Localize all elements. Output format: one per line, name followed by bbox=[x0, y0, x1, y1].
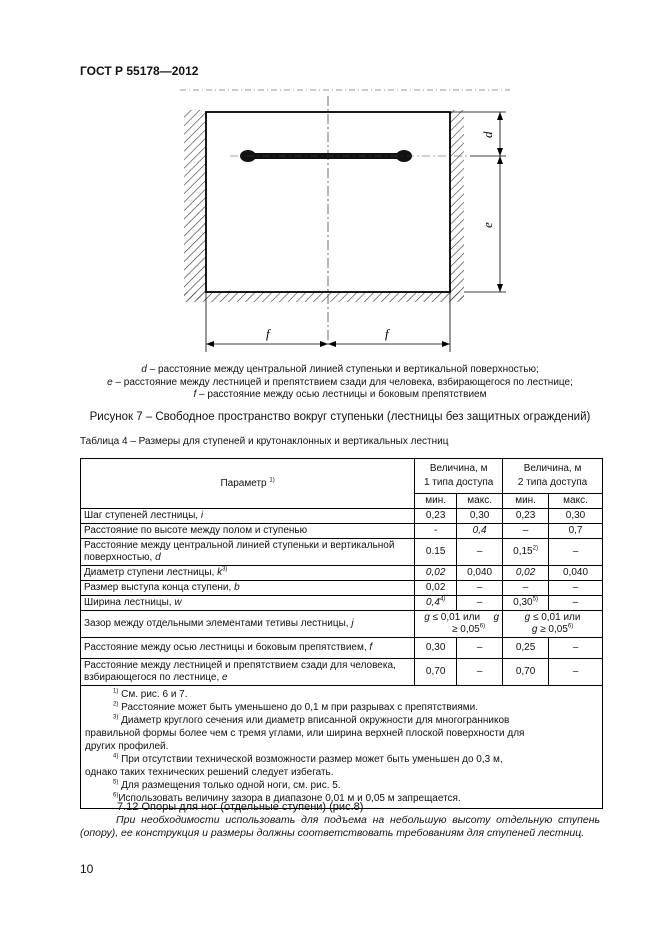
table-row bbox=[81, 659, 603, 686]
gap-value-1: g ≤ 0,01 или g ≥ $0,05^{6)}$ bbox=[415, 611, 503, 638]
table-note: $^{2)}$ Расстояние может быть уменьшено до 0,1 м при разрывах с препятствиями. bbox=[113, 701, 478, 713]
row-value: – bbox=[549, 581, 603, 596]
left-wall-hatch bbox=[184, 110, 206, 300]
dim-label-e: e bbox=[480, 222, 495, 228]
figure-caption: Рисунок 7 – Свободное пространство вокруг ступеньки (лестницы без защитных ограждений) bbox=[89, 411, 591, 423]
row-value: 0,30 bbox=[549, 509, 603, 524]
head-max-1: макс. bbox=[457, 494, 503, 509]
table-note: $^{4)}$ При отсутствии технической возможности размер может быть уменьшен до 0,3 м, bbox=[113, 753, 503, 765]
row-value: – bbox=[549, 638, 603, 659]
gap-label: Зазор между отдельными элементами тетивы лестницы, j bbox=[81, 611, 415, 638]
row-label: Размер выступа конца ступени, b bbox=[81, 581, 415, 596]
row-value: 0,23 bbox=[415, 509, 457, 524]
row-label: Расстояние между лестницей и препятствием сзади для человека, взбирающегося по лестнице, e bbox=[81, 659, 415, 686]
row-label: Расстояние между центральной линией ступеньки и вертикальной поверхностью, d bbox=[81, 539, 415, 566]
dim-label-f-right: f bbox=[385, 326, 389, 341]
row-value: 0,040 bbox=[549, 566, 603, 581]
row-value: – bbox=[549, 539, 603, 566]
row-value: – bbox=[457, 638, 503, 659]
table-row bbox=[81, 638, 603, 659]
section-title: 7.12 Опоры для ног (отдельные ступени) (рис.8) bbox=[117, 801, 364, 813]
gap-value-2: g ≤ 0,01 или $g \ge 0,05^{6)}$ bbox=[503, 611, 603, 638]
row-value: – bbox=[503, 581, 549, 596]
row-value: – bbox=[457, 581, 503, 596]
table-note: $^{1)}$ См. рис. 6 и 7. bbox=[113, 688, 188, 700]
row-value: 0.15 bbox=[415, 539, 457, 566]
table-row bbox=[81, 524, 603, 539]
row-value: 0,30 bbox=[457, 509, 503, 524]
head-min-2: мин. bbox=[503, 494, 549, 509]
table-note: правильной формы более чем с тремя углами, или ширина верхней плоской поверхности для bbox=[85, 728, 525, 739]
row-value: 0,25 bbox=[503, 638, 549, 659]
table-note: $^{6)}$Использовать величину зазора в диапазоне 0,01 м и 0,05 м запрещается. bbox=[113, 792, 461, 804]
row-label: Расстояние по высоте между полом и ступенью bbox=[81, 524, 415, 539]
head-param: Параметр $^{1)}$ bbox=[81, 459, 415, 509]
table-row bbox=[81, 566, 603, 581]
row-label: Расстояние между осью лестницы и боковым препятствием, f bbox=[81, 638, 415, 659]
row-value: 0,30 bbox=[415, 638, 457, 659]
ladder-clearance-figure bbox=[170, 80, 530, 360]
row-value: 0,02 bbox=[415, 581, 457, 596]
table-caption: Таблица 4 – Размеры для ступеней и крутонаклонных и вертикальных лестниц bbox=[80, 436, 449, 447]
row-value: 0,4 bbox=[457, 524, 503, 539]
row-value: - bbox=[415, 524, 457, 539]
row-value: 0,4$^{4)}$ bbox=[415, 596, 457, 611]
head-group1: Величина, м bbox=[415, 459, 503, 477]
legend-item-f: f – расстояние между осью лестницы и боковым препятствием bbox=[193, 389, 487, 400]
table-row bbox=[81, 581, 603, 596]
head-group2-sub: 2 типа доступа bbox=[503, 476, 603, 494]
page-number: 10 bbox=[80, 862, 94, 876]
head-max-2: макс. bbox=[549, 494, 603, 509]
row-value: 0,02 bbox=[503, 566, 549, 581]
row-value: – bbox=[549, 659, 603, 686]
table-note: однако таких технических решений следует избегать. bbox=[85, 767, 334, 778]
dim-label-d: d bbox=[480, 131, 495, 138]
row-value: – bbox=[503, 524, 549, 539]
table-head-row bbox=[81, 459, 603, 477]
row-label: Диаметр ступени лестницы, $k^{3)}$ bbox=[81, 566, 415, 581]
row-value: 0,040 bbox=[457, 566, 503, 581]
row-value: 0,15$^{2)}$ bbox=[503, 539, 549, 566]
row-value: – bbox=[457, 596, 503, 611]
document-header: ГОСТ Р 55178—2012 bbox=[80, 64, 199, 78]
dim-label-f-left: f bbox=[266, 326, 270, 341]
head-group1-sub: 1 типа доступа bbox=[415, 476, 503, 494]
row-value: 0,70 bbox=[415, 659, 457, 686]
row-value: – bbox=[549, 596, 603, 611]
head-group2: Величина, м bbox=[503, 459, 603, 477]
legend-item-e: e – расстояние между лестницей и препятствием сзади для человека, взбирающегося по лестнице; bbox=[107, 377, 573, 388]
table-note: других профилей. bbox=[85, 741, 169, 752]
bottom-wall-hatch bbox=[184, 292, 464, 302]
row-value: – bbox=[457, 659, 503, 686]
row-value: 0,02 bbox=[415, 566, 457, 581]
table-note: $^{3)}$ Диаметр круглого сечения или диаметр вписанной окружности для многогранников bbox=[113, 714, 510, 726]
table-row bbox=[81, 509, 603, 524]
row-value: 0,23 bbox=[503, 509, 549, 524]
table-row bbox=[81, 596, 603, 611]
row-value: – bbox=[457, 539, 503, 566]
table-row bbox=[81, 539, 603, 566]
head-min-1: мин. bbox=[415, 494, 457, 509]
row-label: Шаг ступеней лестницы, i bbox=[81, 509, 415, 524]
row-value: 0,30$^{5)}$ bbox=[503, 596, 549, 611]
row-value: 0,70 bbox=[503, 659, 549, 686]
table-notes bbox=[81, 686, 603, 809]
section-body: При необходимости использовать для подъема на небольшую высоту отдельную ступень (опору), ее конструкция и размеры должны соответствовать требованиям для ступеней лестниц. bbox=[80, 814, 600, 839]
row-label: Ширина лестницы, w bbox=[81, 596, 415, 611]
table-note: $^{5)}$ Для размещения только одной ноги, см. рис. 5. bbox=[113, 779, 341, 791]
row-value: 0,7 bbox=[549, 524, 603, 539]
right-wall-hatch bbox=[450, 110, 464, 300]
parameters-table bbox=[80, 458, 603, 809]
table-row-gap bbox=[81, 611, 603, 638]
table-notes-row bbox=[81, 686, 603, 809]
legend-item-d: d – расстояние между центральной линией ступеньки и вертикальной поверхностью; bbox=[141, 364, 539, 375]
